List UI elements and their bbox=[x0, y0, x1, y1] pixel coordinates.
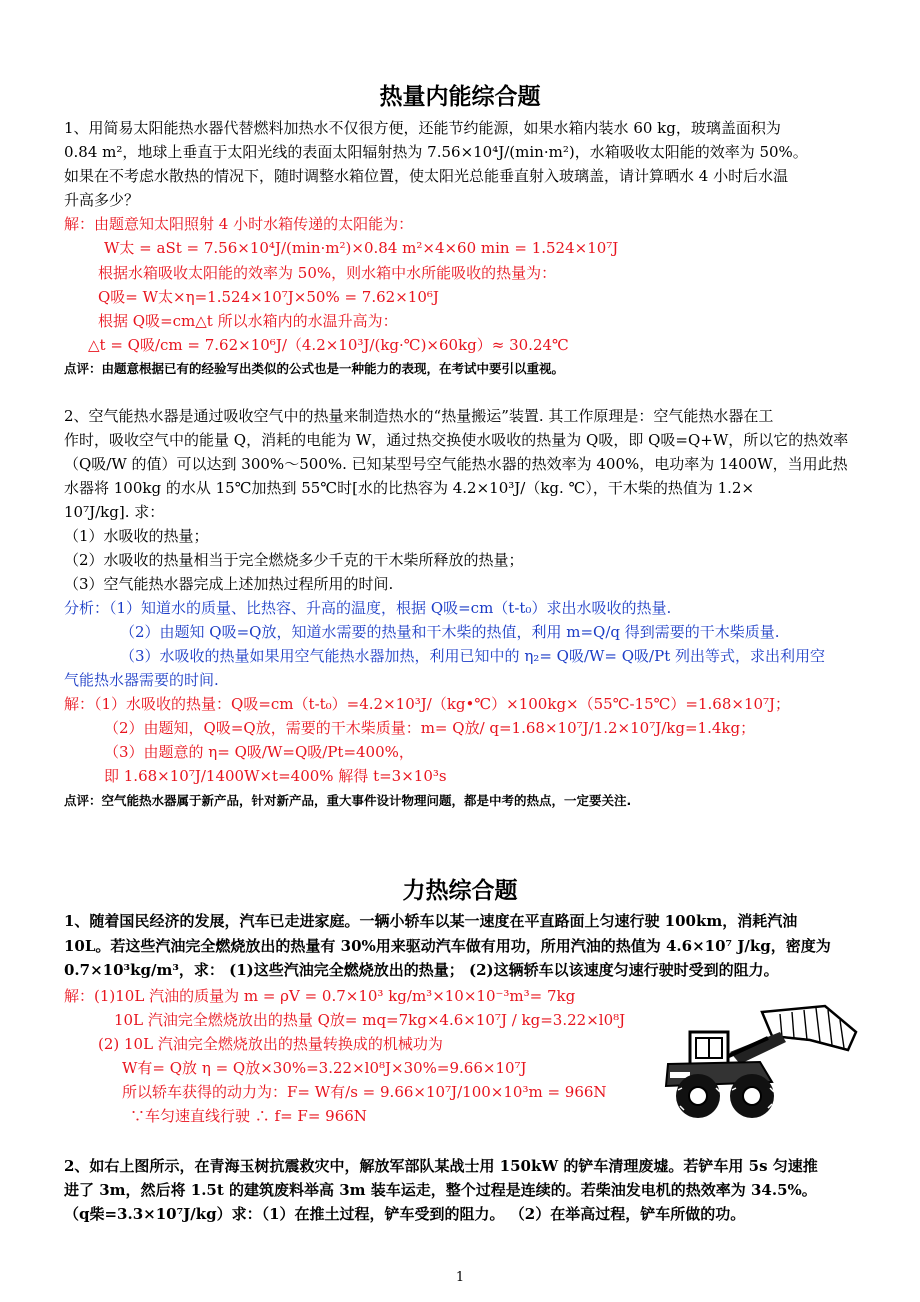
question-text: （Q吸/W 的值）可以达到 300%～500%. 已知某型号空气能热水器的热效率为 400%，电功率为 1400W，当用此热 bbox=[64, 455, 848, 473]
question-text: 水器将 100kg 的水从 15℃加热到 55℃时[水的比热容为 4.2×10³J/（kg. ℃），干木柴的热值为 1.2× bbox=[64, 479, 755, 497]
solution-line: (2) 10L 汽油完全燃烧放出的热量转换成的机械功为 bbox=[98, 1035, 443, 1053]
solution-line: W有= Q放 η = Q放×30%=3.22×l0⁸J×30%=9.66×10⁷J bbox=[122, 1059, 527, 1077]
question-text: 2、如右上图所示，在青海玉树抗震救灾中，解放军部队某战士用 150kW 的铲车清理废墟。若铲车用 5s 匀速推 bbox=[64, 1157, 818, 1175]
solution-line: （3）由题意的 η= Q吸/W=Q吸/Pt=400%， bbox=[104, 743, 414, 761]
solution-line: 所以轿车获得的动力为：F= W有/s = 9.66×10⁷J/100×10³m = 966N bbox=[122, 1083, 607, 1101]
page-number: 1 bbox=[455, 1270, 465, 1285]
question-text: 作时，吸收空气中的能量 Q，消耗的电能为 W，通过热交换使水吸收的热量为 Q吸，即 Q吸=Q+W，所以它的热效率 bbox=[64, 431, 849, 449]
question-text: 1、随着国民经济的发展，汽车已走进家庭。一辆小轿车以某一速度在平直路面上匀速行驶 100km，消耗汽油 bbox=[64, 912, 798, 930]
solution-line: 解：由题意知太阳照射 4 小时水箱传递的太阳能为： bbox=[64, 215, 414, 233]
question-text: （3）空气能热水器完成上述加热过程所用的时间. bbox=[64, 575, 394, 593]
solution-line: 即 1.68×10⁷J/1400W×t=400% 解得 t=3×10³s bbox=[104, 767, 447, 785]
solution-line: 根据 Q吸=cm△t 所以水箱内的水温升高为： bbox=[98, 312, 398, 330]
solution-line: 10L 汽油完全燃烧放出的热量 Q放= mq=7kg×4.6×10⁷J / kg=3.22×l0⁸J bbox=[114, 1011, 626, 1029]
question-text: （2）水吸收的热量相当于完全燃烧多少千克的干木柴所释放的热量； bbox=[64, 551, 524, 569]
section-title: 热量内能综合题 bbox=[379, 84, 541, 110]
solution-line: Q吸= W太×η=1.524×10⁷J×50% = 7.62×10⁶J bbox=[98, 288, 439, 306]
solution-line: （2）由题知，Q吸=Q放，需要的干木柴质量：m= Q放/ q=1.68×10⁷J/1.2×10⁷J/kg=1.4kg； bbox=[104, 719, 756, 737]
question-text: （1）水吸收的热量； bbox=[64, 527, 209, 545]
solution-line: ∵车匀速直线行驶 ∴ f= F= 966N bbox=[130, 1107, 367, 1125]
question-text: 0.84 m²，地球上垂直于太阳光线的表面太阳辐射热为 7.56×10⁴J/(min·m²)，水箱吸收太阳能的效率为 50%。 bbox=[64, 143, 808, 161]
analysis-line: （2）由题知 Q吸=Q放，知道水需要的热量和干木柴的热值，利用 m=Q/q 得到需要的干木柴质量. bbox=[120, 623, 780, 641]
analysis-line: 气能热水器需要的时间. bbox=[64, 671, 219, 689]
question-text: 升高多少？ bbox=[64, 191, 140, 209]
analysis-line: 分析：（1）知道水的质量、比热容、升高的温度，根据 Q吸=cm（t-t₀）求出水吸收的热量. bbox=[64, 599, 672, 617]
question-text: 0.7×10³kg/m³，求： (1)这些汽油完全燃烧放出的热量； (2)这辆轿车以该速度匀速行驶时受到的阻力。 bbox=[64, 961, 779, 979]
loader-illustration bbox=[660, 1002, 860, 1120]
solution-line: 解：（1）水吸收的热量：Q吸=cm（t-t₀）=4.2×10³J/（kg•℃）×100kg×（55℃-15℃）=1.68×10⁷J； bbox=[64, 695, 791, 713]
comment: 点评：由题意根据已有的经验写出类似的公式也是一种能力的表现，在考试中要引以重视。 bbox=[64, 361, 565, 376]
question-text: 如果在不考虑水散热的情况下，随时调整水箱位置，使太阳光总能垂直射入玻璃盖，请计算晒水 4 小时后水温 bbox=[64, 167, 789, 185]
question-text: 1、用简易太阳能热水器代替燃料加热水不仅很方便，还能节约能源，如果水箱内装水 60 kg，玻璃盖面积为 bbox=[64, 119, 781, 137]
solution-line: W太 = aSt = 7.56×10⁴J/(min·m²)×0.84 m²×4×60 min = 1.524×10⁷J bbox=[104, 239, 619, 257]
section-title: 力热综合题 bbox=[402, 878, 518, 904]
solution-line: 解：(1)10L 汽油的质量为 m = ρV = 0.7×10³ kg/m³×10×10⁻³m³= 7kg bbox=[64, 987, 576, 1005]
solution-line: △t = Q吸/cm = 7.62×10⁶J/（4.2×10³J/(kg·℃)×60kg）≈ 30.24℃ bbox=[88, 336, 569, 354]
analysis-line: （3）水吸收的热量如果用空气能热水器加热，利用已知中的 η₂= Q吸/W= Q吸/Pt 列出等式，求出利用空 bbox=[120, 647, 825, 665]
question-text: 10L。若这些汽油完全燃烧放出的热量有 30%用来驱动汽车做有用功，所用汽油的热值为 4.6×10⁷ J/kg，密度为 bbox=[64, 937, 831, 955]
question-text: 10⁷J/kg]. 求： bbox=[64, 503, 165, 521]
question-text: 2、空气能热水器是通过吸收空气中的热量来制造热水的“热量搬运”装置. 其工作原理是：空气能热水器在工 bbox=[64, 407, 774, 425]
solution-line: 根据水箱吸收太阳能的效率为 50%，则水箱中水所能吸收的热量为： bbox=[98, 264, 557, 282]
question-text: （q柴=3.3×10⁷J/kg）求：（1）在推土过程，铲车受到的阻力。 （2）在举高过程，铲车所做的功。 bbox=[64, 1205, 746, 1223]
comment: 点评：空气能热水器属于新产品，针对新产品，重大事件设计物理问题，都是中考的热点，一定要关注. bbox=[64, 793, 632, 808]
question-text: 进了 3m，然后将 1.5t 的建筑废料举高 3m 装车运走，整个过程是连续的。若柴油发电机的热效率为 34.5%。 bbox=[64, 1181, 817, 1199]
